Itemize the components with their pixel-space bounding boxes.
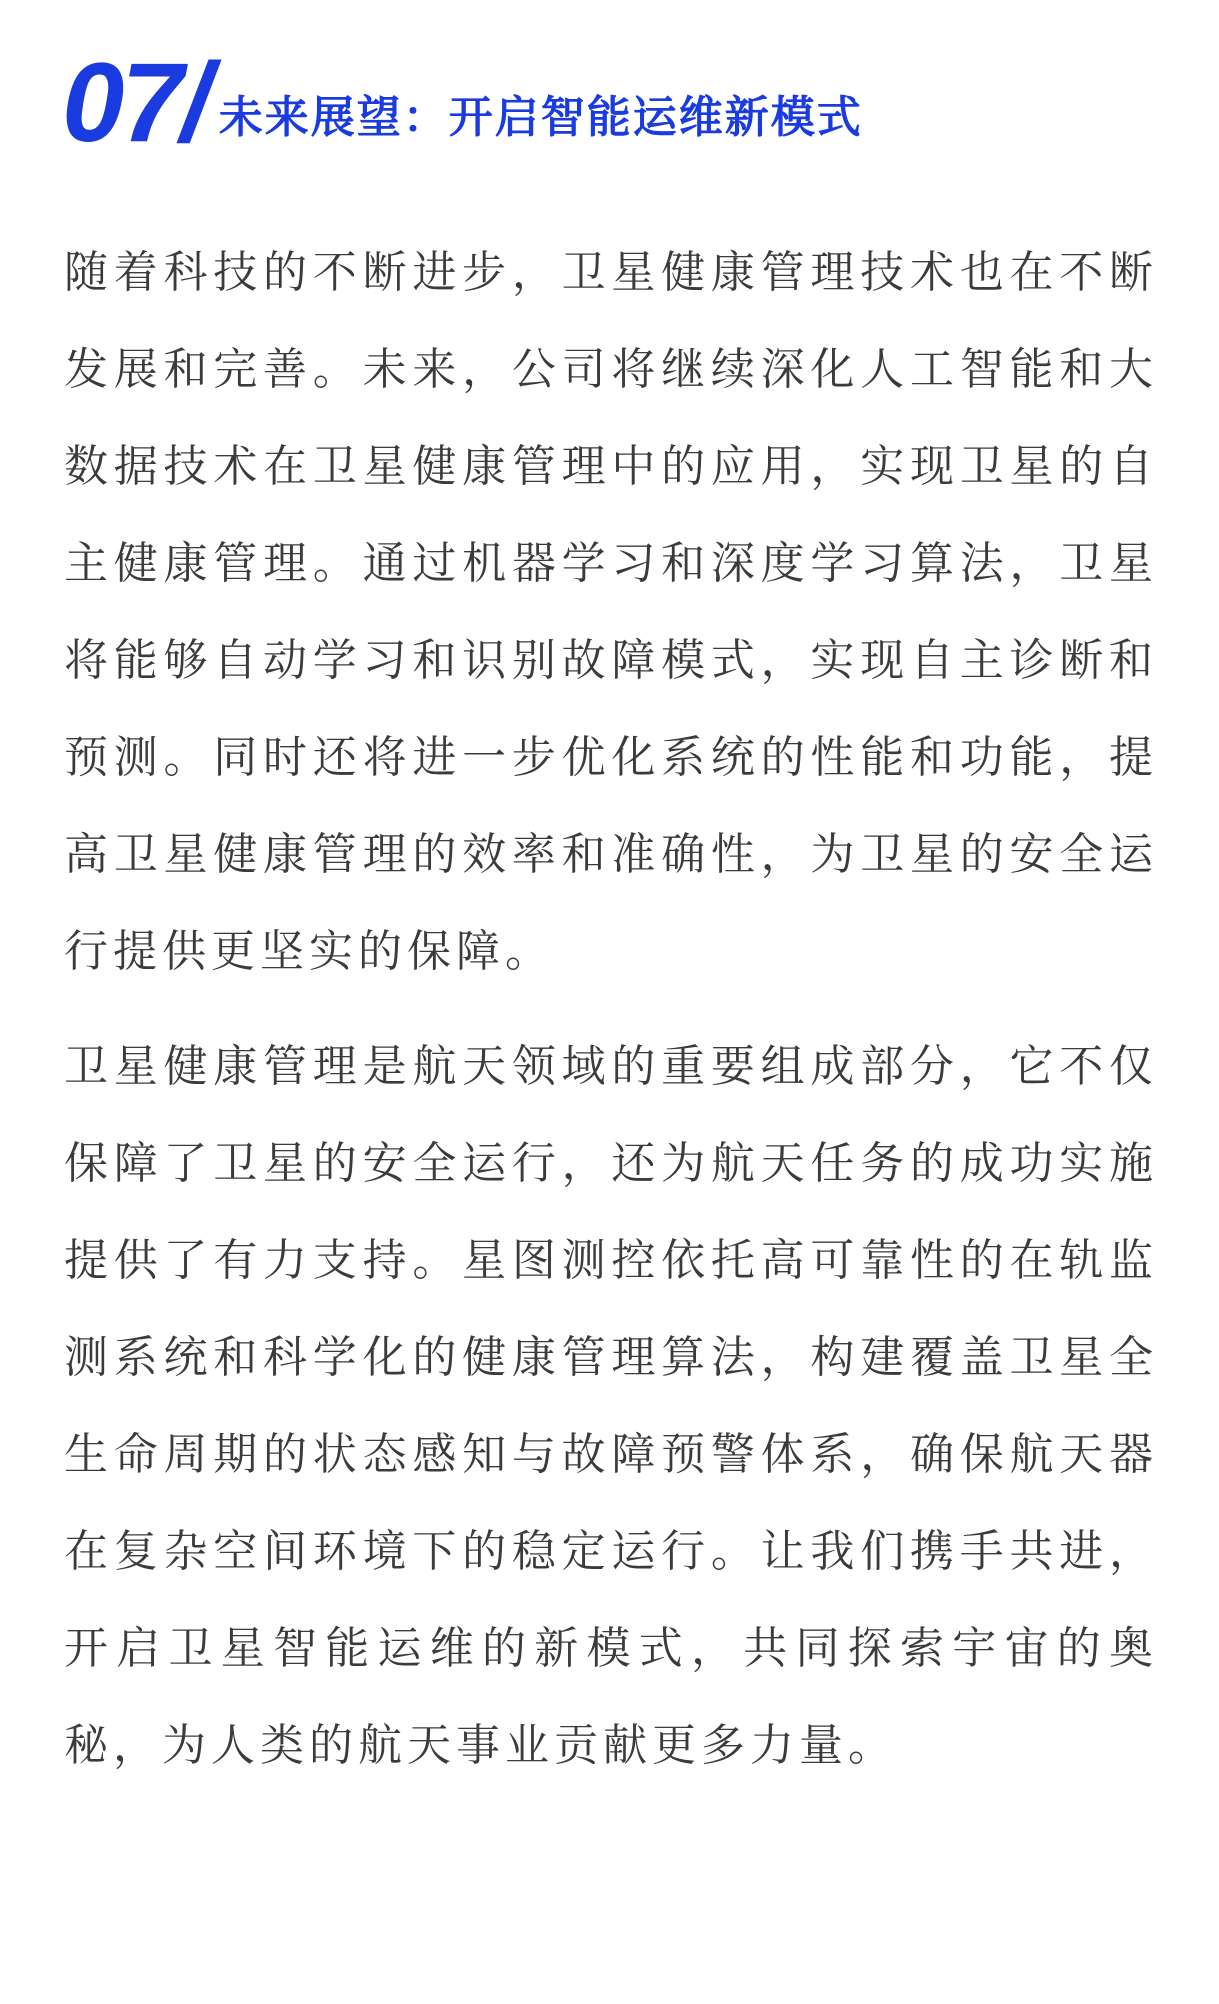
article-body <box>64 224 1158 1794</box>
section-header <box>62 40 863 165</box>
section-title: 未来展望：开启智能运维新模式 <box>218 92 863 143</box>
section-number: 07/ <box>62 40 209 165</box>
paragraph-conclusion: 卫星健康管理是航天领域的重要组成部分，它不仅保障了卫星的安全运行，还为航天任务的成功实施提供了有力支持。星图测控依托高可靠性的在轨监测系统和科学化的健康管理算法，构建覆盖卫星全生命周期的状态感知与故障预警体系，确保航天器在复杂空间环境下的稳定运行。让我们携手共进，开启卫星智能运维的新模式，共同探索宇宙的奥秘，为人类的航天事业贡献更多力量。 <box>64 1041 1158 1771</box>
paragraph-future-outlook: 随着科技的不断进步，卫星健康管理技术也在不断发展和完善。未来，公司将继续深化人工智能和大数据技术在卫星健康管理中的应用，实现卫星的自主健康管理。通过机器学习和深度学习算法，卫星将能够自动学习和识别故障模式，实现自主诊断和预测。同时还将进一步优化系统的性能和功能，提高卫星健康管理的效率和准确性，为卫星的安全运行提供更坚实的保障。 <box>64 247 1158 977</box>
